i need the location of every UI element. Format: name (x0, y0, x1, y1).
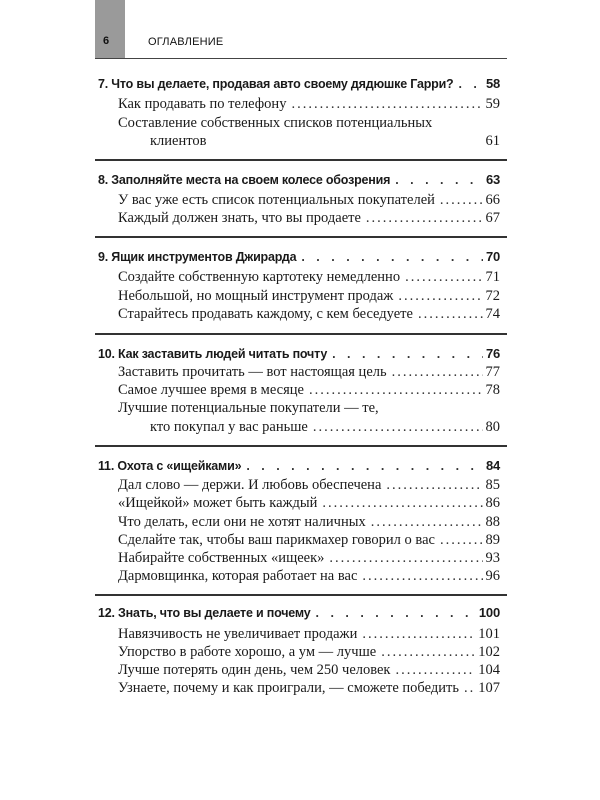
dot-leader (464, 680, 475, 697)
section-title: Заставить прочитать — вот настоящая цель (118, 364, 387, 380)
section-title: Сделайте так, чтобы ваш парикмахер говорил о вас (118, 532, 435, 548)
section-page: 59 (485, 96, 500, 112)
dot-leader (362, 626, 475, 643)
section-title: Лучше потерять один день, чем 250 человек (118, 662, 391, 678)
chapter-page: 70 (485, 249, 500, 264)
section-title: Старайтесь продавать каждому, с кем беседуете (118, 306, 413, 322)
dot-leader (309, 382, 483, 399)
chapter-title: 11. Охота с «ищейками» (98, 459, 242, 473)
section-title-line2: клиентов (150, 133, 207, 149)
section-title: «Ищейкой» может быть каждый (118, 495, 318, 511)
dot-leader (332, 347, 483, 361)
dot-leader (398, 288, 482, 305)
section-title: Дармовщинка, которая работает на вас (118, 568, 358, 584)
dot-leader (362, 568, 482, 585)
chapter-title: 12. Знать, что вы делаете и почему (98, 606, 311, 620)
section-title: Каждый должен знать, что вы продаете (118, 210, 361, 226)
section-title: Узнаете, почему и как проиграли, — сможете победить (118, 680, 459, 696)
toc-section-continuation[interactable] (150, 133, 500, 150)
section-page: 86 (485, 495, 500, 511)
section-title: У вас уже есть список потенциальных покупателей (118, 192, 435, 208)
section-title-line2: кто покупал у вас раньше (150, 419, 308, 435)
toc-section-line1[interactable]: Составление собственных списков потенциальных (118, 115, 433, 131)
toc-section[interactable] (118, 514, 500, 531)
chapter-title: 7. Что вы делаете, продавая авто своему дядюшке Гарри? (98, 77, 454, 91)
toc-section[interactable] (118, 210, 500, 227)
section-page: 101 (478, 626, 500, 642)
section-page: 107 (478, 680, 500, 696)
section-title: Навязчивость не увеличивает продажи (118, 626, 358, 642)
dot-leader (313, 419, 483, 436)
dot-leader (291, 96, 482, 113)
chapter-separator (95, 236, 507, 238)
section-page: 80 (485, 419, 500, 435)
section-page: 104 (478, 662, 500, 678)
dot-leader (316, 606, 476, 620)
dot-leader (322, 495, 482, 512)
dot-leader (246, 459, 483, 473)
chapter-title: 9. Ящик инструментов Джирарда (98, 250, 297, 264)
section-page: 89 (485, 532, 500, 548)
chapter-page: 100 (478, 605, 500, 620)
dot-leader (440, 192, 483, 209)
toc-chapter-7[interactable] (98, 76, 500, 91)
chapter-page: 63 (485, 172, 500, 187)
chapter-page: 76 (485, 346, 500, 361)
toc-section[interactable] (118, 680, 500, 697)
section-title: Небольшой, но мощный инструмент продаж (118, 288, 394, 304)
section-title: Что делать, если они не хотят наличных (118, 514, 366, 530)
section-page: 71 (485, 269, 500, 285)
chapter-separator (95, 594, 507, 596)
section-page: 66 (485, 192, 500, 208)
dot-leader (418, 306, 483, 323)
section-page: 61 (485, 133, 500, 149)
section-title: Дал слово — держи. И любовь обеспечена (118, 477, 382, 493)
toc-section-continuation[interactable] (150, 419, 500, 436)
toc-section[interactable] (118, 662, 500, 679)
dot-leader (458, 77, 482, 91)
running-title: ОГЛАВЛЕНИЕ (148, 36, 224, 48)
toc-section[interactable] (118, 568, 500, 585)
toc-chapter-9[interactable] (98, 249, 500, 264)
section-page: 78 (485, 382, 500, 398)
section-page: 93 (485, 550, 500, 566)
dot-leader (395, 662, 475, 679)
dot-leader (386, 477, 482, 494)
toc-section[interactable] (118, 288, 500, 305)
toc-chapter-8[interactable] (98, 172, 500, 187)
dot-leader (395, 173, 483, 187)
section-page: 88 (485, 514, 500, 530)
chapter-separator (95, 333, 507, 335)
header-rule (95, 58, 507, 59)
toc-section-line1[interactable]: Лучшие потенциальные покупатели — те, (118, 400, 379, 416)
toc-chapter-11[interactable] (98, 458, 500, 473)
toc-chapter-10[interactable] (98, 346, 500, 361)
section-title: Набирайте собственных «ищеек» (118, 550, 325, 566)
section-title: Создайте собственную картотеку немедленно (118, 269, 401, 285)
section-page: 102 (478, 644, 500, 660)
toc-section[interactable] (118, 550, 500, 567)
chapter-separator (95, 445, 507, 447)
dot-leader (405, 269, 482, 286)
section-page: 85 (485, 477, 500, 493)
toc-section[interactable] (118, 644, 500, 661)
toc-section[interactable] (118, 477, 500, 494)
toc-section[interactable] (118, 269, 500, 286)
chapter-page: 84 (485, 458, 500, 473)
section-title: Как продавать по телефону (118, 96, 287, 112)
section-page: 77 (485, 364, 500, 380)
dot-leader (366, 210, 483, 227)
section-page: 72 (485, 288, 500, 304)
dot-leader (381, 644, 475, 661)
section-page: 74 (485, 306, 500, 322)
chapter-separator (95, 159, 507, 161)
toc-section[interactable] (118, 382, 500, 399)
toc-section[interactable] (118, 364, 500, 381)
toc-section[interactable] (118, 306, 500, 323)
section-title: Самое лучшее время в месяце (118, 382, 304, 398)
dot-leader (440, 532, 483, 549)
chapter-title: 8. Заполняйте места на своем колесе обозрения (98, 173, 391, 187)
section-page: 67 (485, 210, 500, 226)
dot-leader (301, 250, 483, 264)
section-page: 96 (485, 568, 500, 584)
toc-section[interactable] (118, 532, 500, 549)
page-tab-marker (95, 0, 125, 58)
toc-chapter-12[interactable] (98, 605, 500, 620)
page-number: 6 (103, 35, 110, 47)
toc-section[interactable] (118, 495, 500, 512)
toc-section[interactable] (118, 192, 500, 209)
toc-section[interactable] (118, 626, 500, 643)
chapter-title: 10. Как заставить людей читать почту (98, 347, 328, 361)
toc-section[interactable] (118, 96, 500, 113)
dot-leader (392, 364, 483, 381)
dot-leader (371, 514, 483, 531)
dot-leader (329, 550, 482, 567)
section-title: Упорство в работе хорошо, а ум — лучше (118, 644, 377, 660)
chapter-page: 58 (485, 76, 500, 91)
